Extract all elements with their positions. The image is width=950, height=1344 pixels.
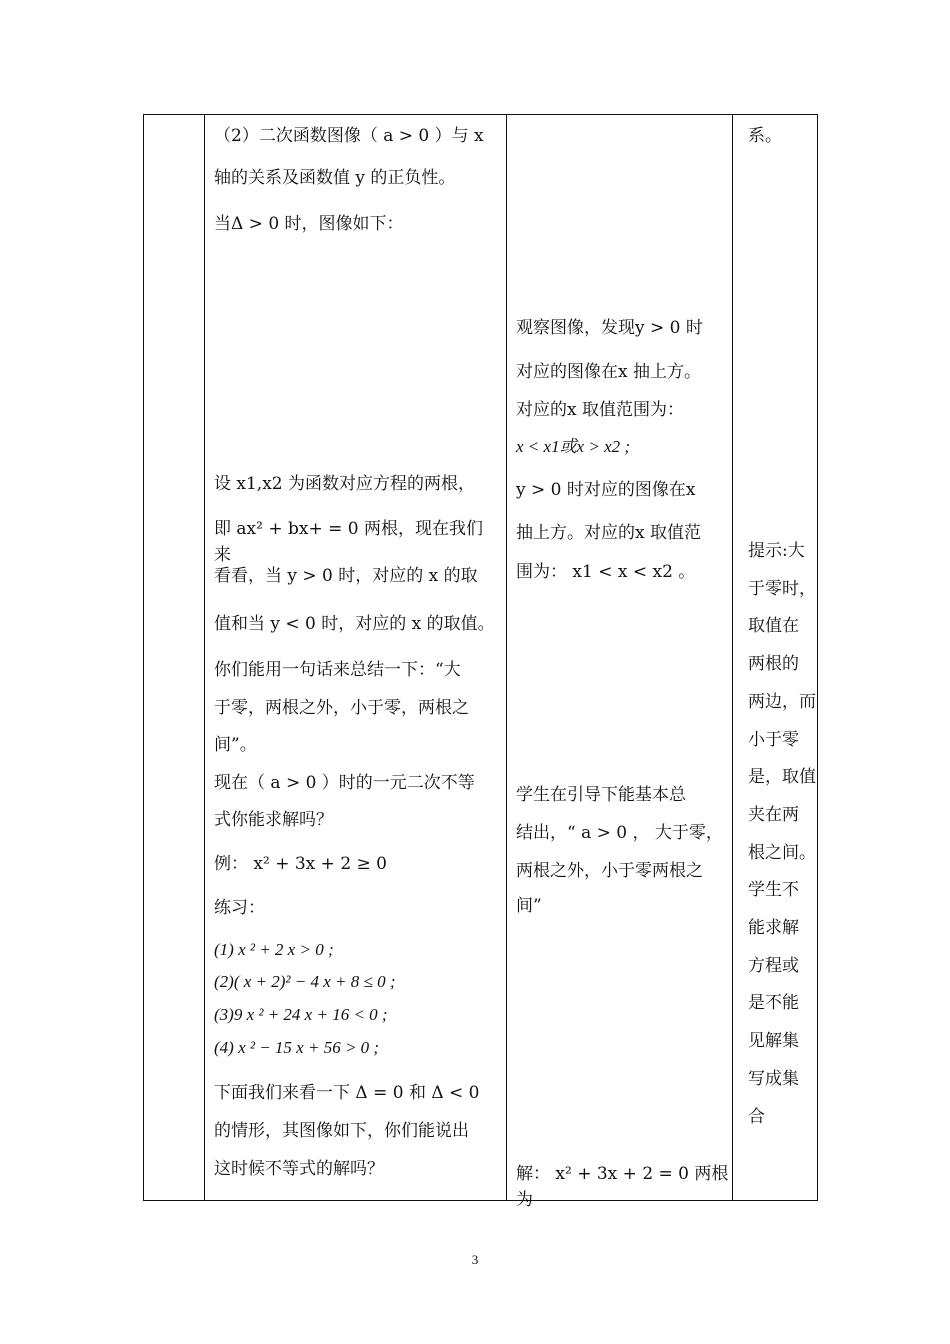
text-line: 两根之外，小于零两根之: [516, 861, 703, 881]
student-activity-cell: [508, 115, 730, 1211]
text-line: 即 ax² + bx+ = 0 两根，现在我们来: [214, 519, 483, 566]
text-line: 学生在引导下能基本总: [516, 785, 686, 805]
text-line: 系。: [748, 126, 782, 146]
hint-line: 是，取值: [748, 767, 816, 788]
exercise-line: (4) x ² − 15 x + 56 > 0 ;: [214, 1038, 380, 1057]
text-line: 围为： x1 < x < x2 。: [516, 562, 696, 582]
teaching-content-cell: [206, 115, 496, 1200]
column-divider: [732, 115, 733, 1200]
column-divider: [506, 115, 507, 1200]
hint-line: 方程或: [748, 955, 799, 976]
hint-line: 两边，而: [748, 691, 816, 712]
hint-line: 是不能: [748, 993, 799, 1014]
hint-line: 学生不: [748, 880, 799, 901]
text-line: 你们能用一句话来总结一下：“大: [214, 660, 461, 680]
hint-line: 于零时，: [748, 578, 816, 599]
exercise-line: (2)( x + 2)² − 4 x + 8 ≤ 0 ;: [214, 972, 396, 991]
hint-line: 提示:大: [748, 541, 805, 561]
hint-text: [748, 533, 816, 1136]
text-line: y > 0 时对应的图像在x: [516, 480, 696, 500]
design-intent-cell: [740, 115, 816, 1200]
text-line: 现在（ a > 0 ）时的一元二次不等: [214, 773, 475, 793]
exercise-line: (3)9 x ² + 24 x + 16 < 0 ;: [214, 1005, 388, 1024]
hint-line: 根之间。: [748, 842, 816, 863]
text-line: x < x1或x > x2 ;: [516, 437, 631, 456]
solution-line: 解： x² + 3x + 2 = 0 两根为: [516, 1164, 729, 1211]
text-line: 结出，“ a > 0 ， 大于零，: [516, 823, 723, 843]
text-line: 观察图像，发现y > 0 时: [516, 318, 703, 338]
text-line: 轴的关系及函数值 y 的正负性。: [214, 168, 456, 188]
text-line: 下面我们来看一下 Δ = 0 和 Δ < 0: [214, 1083, 480, 1103]
text-line: 于零，两根之外，小于零，两根之: [214, 698, 469, 718]
hint-line: 合: [748, 1106, 765, 1127]
lesson-table: [143, 114, 818, 1211]
text-line: 间”。: [214, 735, 257, 755]
column-divider: [204, 115, 205, 1200]
hint-line: 见解集: [748, 1031, 799, 1052]
text-line: 值和当 y < 0 时，对应的 x 的取值。: [214, 614, 495, 634]
text-line: 当Δ > 0 时，图像如下：: [214, 214, 404, 234]
text-line: 这时候不等式的解吗？: [214, 1159, 384, 1179]
hint-line: 取值在: [748, 616, 799, 637]
hint-line: 小于零: [748, 729, 799, 750]
hint-line: 夹在两: [748, 804, 799, 825]
text-line: 对应的图像在x 抽上方。: [516, 362, 701, 382]
text-line: 设 x1,x2 为函数对应方程的两根，: [214, 474, 476, 494]
text-line: 看看，当 y > 0 时，对应的 x 的取: [214, 566, 478, 586]
hint-line: 能求解: [748, 918, 799, 939]
hint-line: 写成集: [748, 1068, 799, 1089]
exercise-line: (1) x ² + 2 x > 0 ;: [214, 940, 334, 959]
text-line: 抽上方。对应的x 取值范: [516, 523, 701, 543]
example-line: 例： x² + 3x + 2 ≥ 0: [214, 854, 387, 874]
text-line: 对应的x 取值范围为：: [516, 400, 684, 420]
text-line: （2）二次函数图像（ a > 0 ）与 x: [214, 126, 484, 146]
hint-line: 两根的: [748, 654, 799, 675]
page-number: 3: [471, 1252, 479, 1267]
text-line: 的情形，其图像如下，你们能说出: [214, 1121, 469, 1141]
text-line: 间”: [516, 896, 542, 916]
text-line: 式你能求解吗？: [214, 810, 333, 830]
text-line: 练习：: [214, 898, 265, 918]
